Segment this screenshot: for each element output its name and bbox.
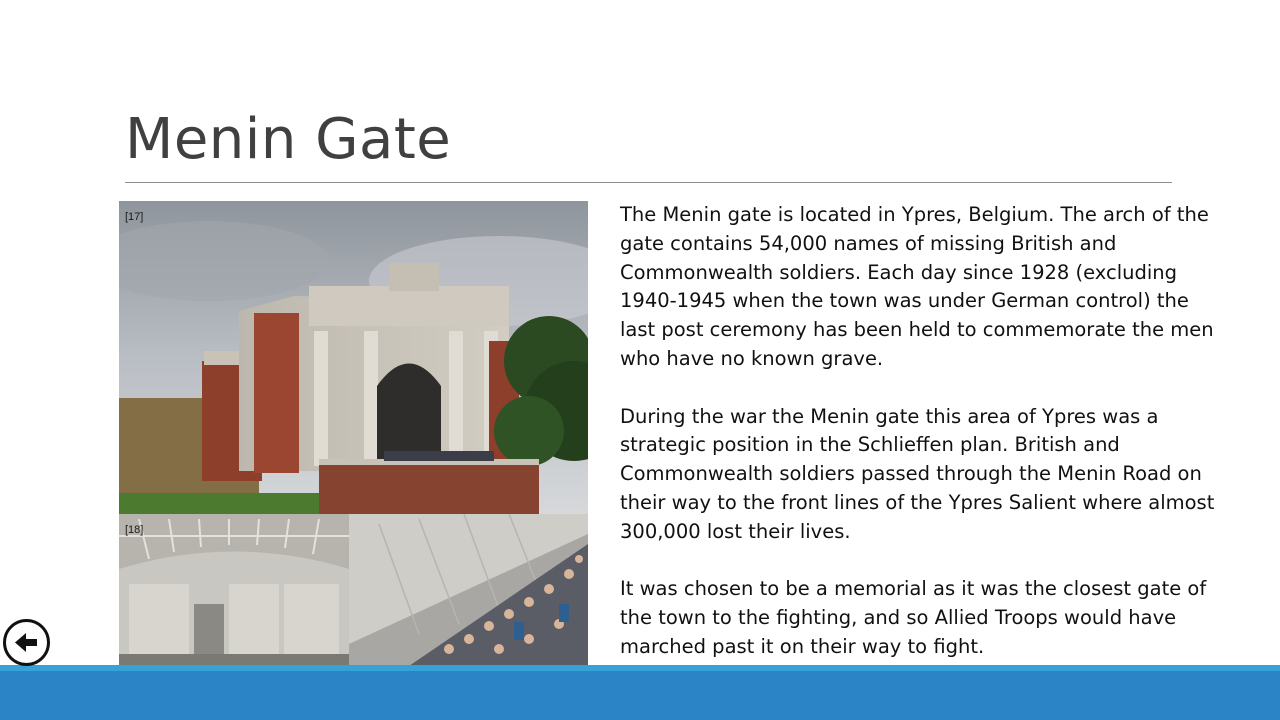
image-reference: [17] <box>125 211 144 223</box>
title-divider <box>125 182 1172 183</box>
back-button[interactable] <box>3 619 50 666</box>
slide-title: Menin Gate <box>125 107 452 172</box>
image-reference: [18] <box>125 524 144 536</box>
bottom-bar <box>0 665 1280 720</box>
menin-gate-exterior-photo <box>119 201 588 514</box>
paragraph-location: The Menin gate is located in Ypres, Belgium. The arch of the gate contains 54,000 names of missing British and Commonwealth soldiers. Each day since 1928 (excluding 1940-1945 when the town was under German control) the last post ceremony has been held to commemorate the men who have no known grave. <box>620 203 1214 370</box>
paragraph-war: During the war the Menin gate this area of Ypres was a strategic position in the Schlieffen plan. British and Commonwealth soldiers passed through the Menin Road on their way to the front lines of the Ypres Salient where almost 300,000 lost their lives. <box>620 404 1215 543</box>
back-arrow-icon <box>6 622 47 663</box>
menin-gate-interior-photo <box>119 514 588 666</box>
slide-body-text <box>620 201 1220 691</box>
paragraph-memorial: It was chosen to be a memorial as it was the closest gate of the town to the fighting, and so Allied Troops would have marched past it on their way to fight. <box>620 577 1207 658</box>
